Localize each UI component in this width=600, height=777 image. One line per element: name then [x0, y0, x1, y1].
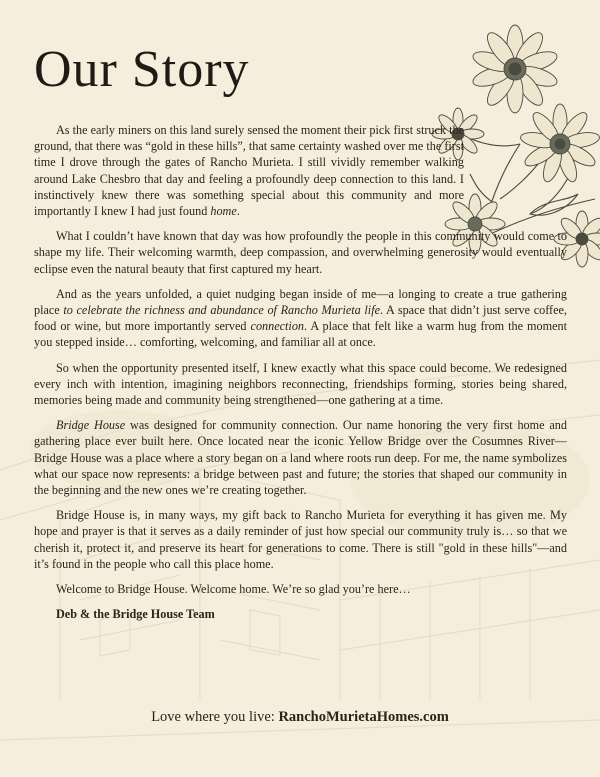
paragraph-7: Welcome to Bridge House. Welcome home. We’re so glad you’re here… [56, 582, 411, 597]
paragraph-3-emphasis-2: connection [250, 319, 305, 334]
story-body [34, 122, 567, 631]
paragraph-1-end: . [236, 204, 240, 219]
paragraph-3-text-3: . A place that felt like a warm hug from the moment you stepped inside… comforting, welcoming, and familiar all at once. [34, 319, 567, 350]
paragraph-3-text: And as the years unfolded, a quiet nudging began inside of me—a longing to create a true gathering place [34, 286, 567, 318]
paragraph-3-text-2: . A space that didn’t just serve coffee, food or wine, but more importantly served [34, 303, 567, 334]
paragraph-6: Bridge House is, in many ways, my gift back to Rancho Murieta for everything it has given me. My hope and prayer is that it serves as a daily reminder of just how special our community truly is… so that we cherish it, protect it, and preserve its heart for generations to come. There is still "gold in these hills"—and it’s found in the people who call this place home. [34, 508, 567, 571]
paragraph-4: So when the opportunity presented itself, I knew exactly what this space could become. We redesigned every inch with intention, imagining neighbors reconnecting, friendships forming, stories being shared, memories being made and community being strengthened—one gathering at a time. [34, 360, 567, 408]
footer-website-link[interactable]: RanchoMurietaHomes.com [278, 709, 449, 725]
signature: Deb & the Bridge House Team [56, 607, 215, 622]
paragraph-3 [34, 286, 567, 351]
paragraph-2: What I couldn’t have known that day was how profoundly the people in this community would come to shape my life. Their welcoming warmth, deep compassion, and overwhelming generosity would eventually eclipse even the natural beauty that first captured my heart. [34, 229, 567, 276]
paragraph-1 [34, 122, 464, 219]
paragraph-5-emphasis: Bridge House [56, 418, 126, 433]
paragraph-3-emphasis-1: to celebrate the richness and abundance of Rancho Murieta life [63, 303, 380, 318]
page-title: Our Story [34, 41, 250, 98]
paragraph-5-text: was designed for community connection. Our name honoring the very first home and gathering place ever built here. Once located near the iconic Yellow Bridge over the Cosumnes River—Bridge House was a place where a story began on a land where roots run deep. For me, the name symbolizes what our space now represents: a bridge between past and future; the stories that shaped our community in the beginning and the new ones we’re creating together. [34, 418, 567, 498]
paragraph-1-emphasis: home [210, 204, 237, 219]
footer [0, 709, 600, 726]
paragraph-5 [34, 417, 567, 498]
footer-lead: Love where you live: [151, 709, 279, 725]
paragraph-1-text: As the early miners on this land surely sensed the moment their pick first struck the ground, that there was “gold in these hills”, that same certainty washed over me the first time I drove through the gates of Rancho Murieta. I still vividly remember walking around Lake Chesbro that day and feeling a profoundly deep connection to this land. I instinctively knew there was something special about this community and more importantly I knew I had just found [34, 123, 464, 219]
